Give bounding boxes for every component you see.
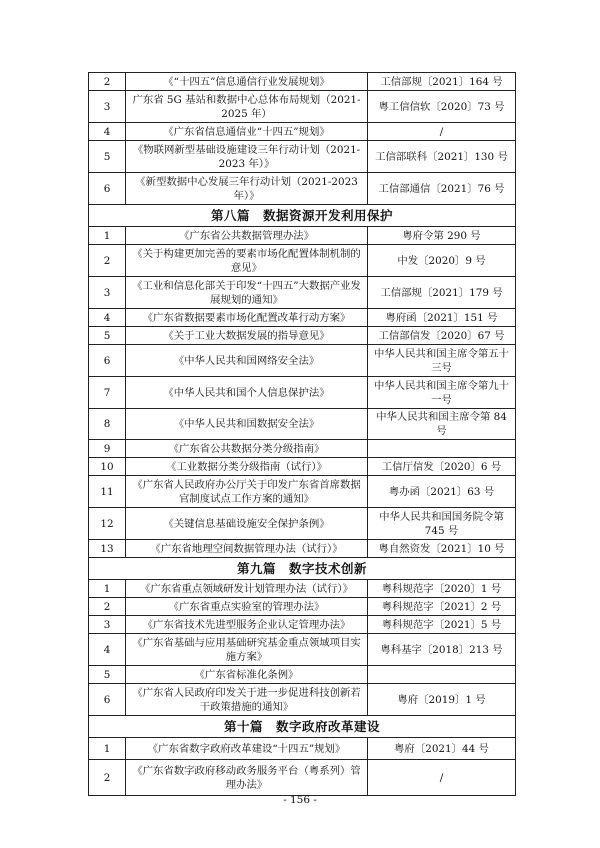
table-row xyxy=(89,540,516,558)
table-row xyxy=(89,616,516,634)
document-title: 《关于构建更加完善的要素市场化配置体制机制的意见》 xyxy=(126,245,368,277)
table-row xyxy=(89,598,516,616)
row-number: 5 xyxy=(89,666,126,684)
document-reference: 粤府函〔2021〕151 号 xyxy=(368,309,516,327)
table-row xyxy=(89,91,516,123)
table-row xyxy=(89,409,516,440)
policy-document-table xyxy=(88,72,516,796)
document-reference: 粤科规范字〔2020〕1 号 xyxy=(368,580,516,598)
document-title: 《关于工业大数据发展的指导意见》 xyxy=(126,327,368,345)
document-title: 《中华人民共和国数据安全法》 xyxy=(126,409,368,440)
document-reference: 粤科规范字〔2021〕2 号 xyxy=(368,598,516,616)
document-title: 《工业和信息化部关于印发“十四五”大数据产业发展规划的通知》 xyxy=(126,277,368,309)
document-reference: 工信部规〔2021〕179 号 xyxy=(368,277,516,309)
row-number: 2 xyxy=(89,598,126,616)
row-number: 2 xyxy=(89,760,126,796)
table-row xyxy=(89,377,516,409)
document-title: 《广东省重点领域研发计划管理办法（试行）》 xyxy=(126,580,368,598)
row-number: 6 xyxy=(89,173,126,205)
document-reference xyxy=(368,666,516,684)
document-title: 《新型数据中心发展三年行动计划（2021-2023 年）》 xyxy=(126,173,368,205)
section-heading-row xyxy=(89,716,516,738)
row-number: 9 xyxy=(89,440,126,458)
row-number: 8 xyxy=(89,409,126,440)
table-row xyxy=(89,327,516,345)
document-title: 《广东省数字政府移动政务服务平台（粤系列）管理办法》 xyxy=(126,760,368,796)
table-row xyxy=(89,458,516,476)
section-heading: 第八篇 数据资源开发利用保护 xyxy=(89,205,516,227)
document-title: 《“十四五”信息通信行业发展规划》 xyxy=(126,73,368,91)
row-number: 5 xyxy=(89,327,126,345)
table-row xyxy=(89,73,516,91)
table-row xyxy=(89,173,516,205)
table-row xyxy=(89,580,516,598)
table-row xyxy=(89,666,516,684)
document-title: 《广东省基础与应用基础研究基金重点领域项目实施方案》 xyxy=(126,634,368,666)
row-number: 1 xyxy=(89,227,126,245)
table-row xyxy=(89,227,516,245)
document-reference: 粤府〔2021〕44 号 xyxy=(368,738,516,760)
document-reference: 粤工信信软〔2020〕73 号 xyxy=(368,91,516,123)
row-number: 10 xyxy=(89,458,126,476)
table-body xyxy=(89,73,516,796)
table-row xyxy=(89,245,516,277)
table-row xyxy=(89,141,516,173)
document-reference: 粤府令第 290 号 xyxy=(368,227,516,245)
table-row xyxy=(89,277,516,309)
document-reference: 中华人民共和国主席令第 84 号 xyxy=(368,409,516,440)
table-row xyxy=(89,309,516,327)
row-number: 3 xyxy=(89,616,126,634)
document-title: 《广东省数字政府改革建设“十四五”规划》 xyxy=(126,738,368,760)
row-number: 7 xyxy=(89,377,126,409)
section-heading: 第九篇 数字技术创新 xyxy=(89,558,516,580)
document-title: 《关键信息基础设施安全保护条例》 xyxy=(126,508,368,540)
row-number: 4 xyxy=(89,123,126,141)
document-reference: / xyxy=(368,123,516,141)
document-reference: 粤办函〔2021〕63 号 xyxy=(368,476,516,508)
document-title: 《广东省重点实验室的管理办法》 xyxy=(126,598,368,616)
page-number: - 156 - xyxy=(283,794,317,806)
row-number: 1 xyxy=(89,580,126,598)
document-reference: 中华人民共和国主席令第五十三号 xyxy=(368,345,516,377)
document-title: 《广东省标准化条例》 xyxy=(126,666,368,684)
document-title: 《中华人民共和国网络安全法》 xyxy=(126,345,368,377)
document-title: 《广东省地理空间数据管理办法（试行）》 xyxy=(126,540,368,558)
table-row xyxy=(89,123,516,141)
document-title: 广东省 5G 基站和数据中心总体布局规划（2021-2025 年） xyxy=(126,91,368,123)
document-reference: 工信部信发〔2020〕67 号 xyxy=(368,327,516,345)
row-number: 6 xyxy=(89,345,126,377)
document-title: 《广东省公共数据管理办法》 xyxy=(126,227,368,245)
document-reference: 中华人民共和国国务院令第 745 号 xyxy=(368,508,516,540)
document-title: 《广东省技术先进型服务企业认定管理办法》 xyxy=(126,616,368,634)
row-number: 5 xyxy=(89,141,126,173)
document-reference: 粤科规范字〔2021〕5 号 xyxy=(368,616,516,634)
section-heading: 第十篇 数字政府改革建设 xyxy=(89,716,516,738)
document-reference: 粤自然资发〔2021〕10 号 xyxy=(368,540,516,558)
document-title: 《广东省公共数据分类分级指南》 xyxy=(126,440,368,458)
row-number: 13 xyxy=(89,540,126,558)
document-reference: / xyxy=(368,760,516,796)
document-reference: 中华人民共和国主席令第九十一号 xyxy=(368,377,516,409)
document-reference xyxy=(368,440,516,458)
row-number: 4 xyxy=(89,309,126,327)
document-reference: 粤科基字〔2018〕213 号 xyxy=(368,634,516,666)
document-reference: 工信部规〔2021〕164 号 xyxy=(368,73,516,91)
row-number: 1 xyxy=(89,738,126,760)
document-title: 《工业数据分类分级指南（试行）》 xyxy=(126,458,368,476)
document-title: 《广东省人民政府印发关于进一步促进科技创新若干政策措施的通知》 xyxy=(126,684,368,716)
document-reference: 中发〔2020〕9 号 xyxy=(368,245,516,277)
row-number: 11 xyxy=(89,476,126,508)
document-title: 《广东省人民政府办公厅关于印发广东省首席数据官制度试点工作方案的通知》 xyxy=(126,476,368,508)
row-number: 12 xyxy=(89,508,126,540)
document-reference: 工信部通信〔2021〕76 号 xyxy=(368,173,516,205)
table-row xyxy=(89,440,516,458)
row-number: 2 xyxy=(89,73,126,91)
table-row xyxy=(89,684,516,716)
row-number: 3 xyxy=(89,91,126,123)
table-row xyxy=(89,508,516,540)
row-number: 6 xyxy=(89,684,126,716)
table-row xyxy=(89,738,516,760)
row-number: 2 xyxy=(89,245,126,277)
table-row xyxy=(89,634,516,666)
document-title: 《中华人民共和国个人信息保护法》 xyxy=(126,377,368,409)
table-row xyxy=(89,345,516,377)
document-reference: 工信厅信发〔2020〕6 号 xyxy=(368,458,516,476)
table-row xyxy=(89,760,516,796)
document-reference: 工信部联科〔2021〕130 号 xyxy=(368,141,516,173)
section-heading-row xyxy=(89,558,516,580)
document-reference: 粤府〔2019〕1 号 xyxy=(368,684,516,716)
row-number: 4 xyxy=(89,634,126,666)
document-title: 《广东省数据要素市场化配置改革行动方案》 xyxy=(126,309,368,327)
row-number: 3 xyxy=(89,277,126,309)
section-heading-row xyxy=(89,205,516,227)
document-title: 《广东省信息通信业“十四五”规划》 xyxy=(126,123,368,141)
document-title: 《物联网新型基础设施建设三年行动计划（2021-2023 年）》 xyxy=(126,141,368,173)
table-row xyxy=(89,476,516,508)
